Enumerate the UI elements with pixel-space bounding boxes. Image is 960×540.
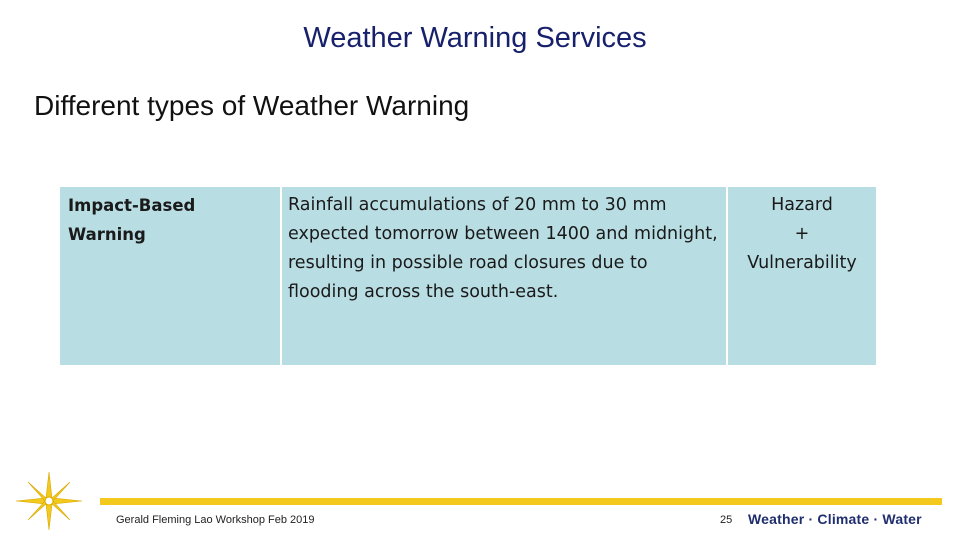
formula-vulnerability: Vulnerability [747,253,857,273]
formula-hazard: Hazard [771,195,833,215]
warning-description-cell: Rainfall accumulations of 20 mm to 30 mm expected tomorrow between 1400 and midnight, resulting in possible road closures due to flooding across the south-east. [281,187,727,365]
footer-divider [100,498,942,505]
slide-title: Weather Warning Services [303,22,647,54]
footer-credit: Gerald Fleming Lao Workshop Feb 2019 [116,514,315,526]
warning-type-line2: Warning [68,225,146,244]
compass-rose-logo [14,470,84,532]
formula-plus: + [794,224,810,244]
slide-subtitle: Different types of Weather Warning [34,90,470,121]
warning-type-cell [60,187,281,365]
footer-tagline: Weather · Climate · Water [748,511,922,527]
page-number: 25 [720,514,733,526]
warning-type-line1: Impact-Based [68,196,196,215]
warning-formula-cell [727,187,876,365]
table-row [60,187,876,365]
warning-type-table [60,187,876,365]
